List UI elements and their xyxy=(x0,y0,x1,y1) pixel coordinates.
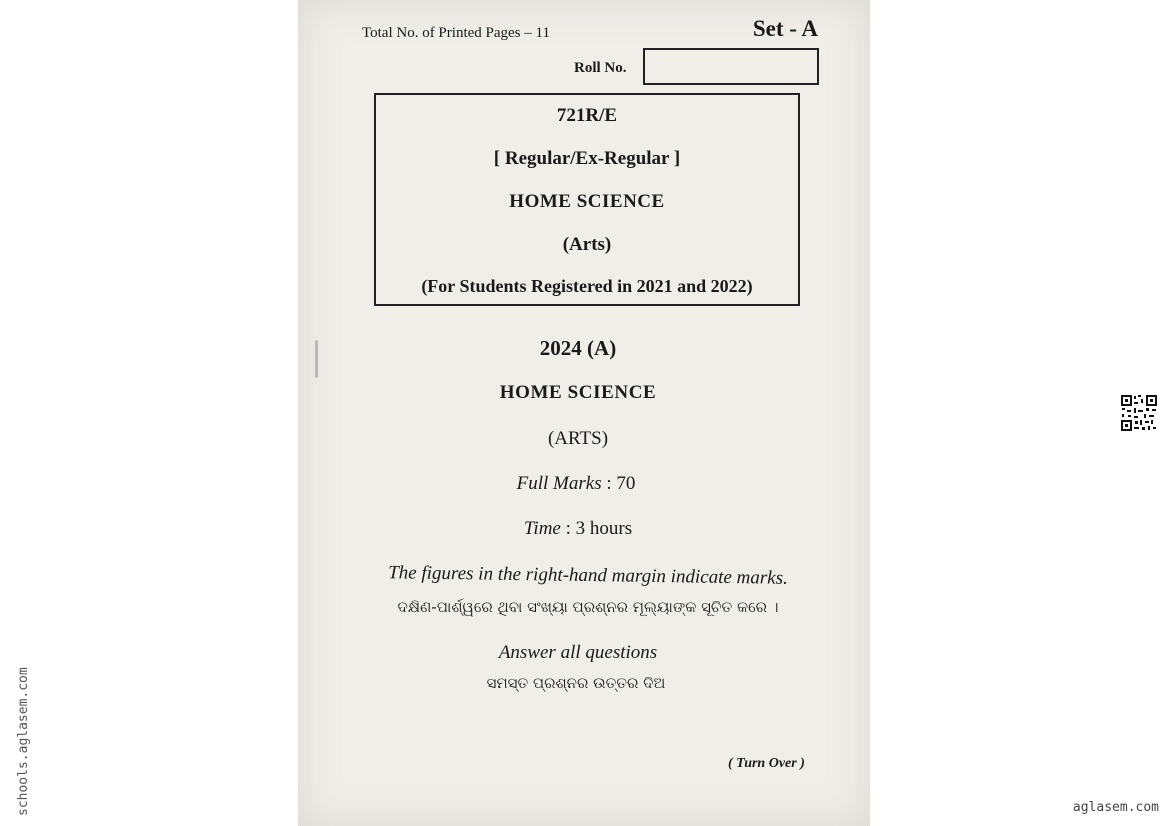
paper-code: 721R/E xyxy=(556,105,618,126)
answer-all-note: Answer all questions xyxy=(498,642,658,663)
answer-all-note-odia: ସମସ୍ତ ପ୍ରଶ୍ନର ଉତ୍ତର ଦିଅ xyxy=(486,674,666,692)
bottom-watermark: aglasem.com xyxy=(1072,800,1159,815)
qr-code-icon xyxy=(1120,394,1158,432)
exam-subject: HOME SCIENCE xyxy=(499,382,657,403)
exam-stream: (ARTS) xyxy=(547,428,609,449)
turn-over-label: ( Turn Over ) xyxy=(728,756,805,771)
margin-marks-note: The figures in the right-hand margin indicate marks. xyxy=(388,562,788,589)
candidate-category: [ Regular/Ex-Regular ] xyxy=(493,148,681,169)
printed-pages-count: Total No. of Printed Pages – 11 xyxy=(362,25,550,41)
time-value: : 3 hours xyxy=(560,518,633,539)
exam-info-box xyxy=(374,93,800,306)
box-subject: HOME SCIENCE xyxy=(509,191,665,212)
exam-paper-page xyxy=(298,0,870,826)
side-watermark: schools.aglasem.com xyxy=(16,667,31,816)
roll-number-box xyxy=(643,48,819,85)
full-marks-label: Full Marks xyxy=(516,473,602,494)
time-label: Time xyxy=(523,518,561,539)
full-marks-value: : 70 xyxy=(601,473,636,494)
full-marks xyxy=(290,473,862,495)
registration-note: (For Students Registered in 2021 and 2022) xyxy=(421,276,753,296)
box-stream: (Arts) xyxy=(562,234,612,255)
exam-year: 2024 (A) xyxy=(539,336,617,360)
set-label: Set - A xyxy=(752,16,818,41)
roll-number-label: Roll No. xyxy=(574,60,627,76)
exam-time xyxy=(292,518,864,540)
margin-marks-note-odia: ଦକ୍ଷିଣ-ପାର୍ଶ୍ୱରେ ଥିବା ସଂଖ୍ୟା ପ୍ରଶ୍ନର ମୂଲ୍ୟାଙ୍କ ସୂଚିତ କରେ । xyxy=(397,598,779,616)
